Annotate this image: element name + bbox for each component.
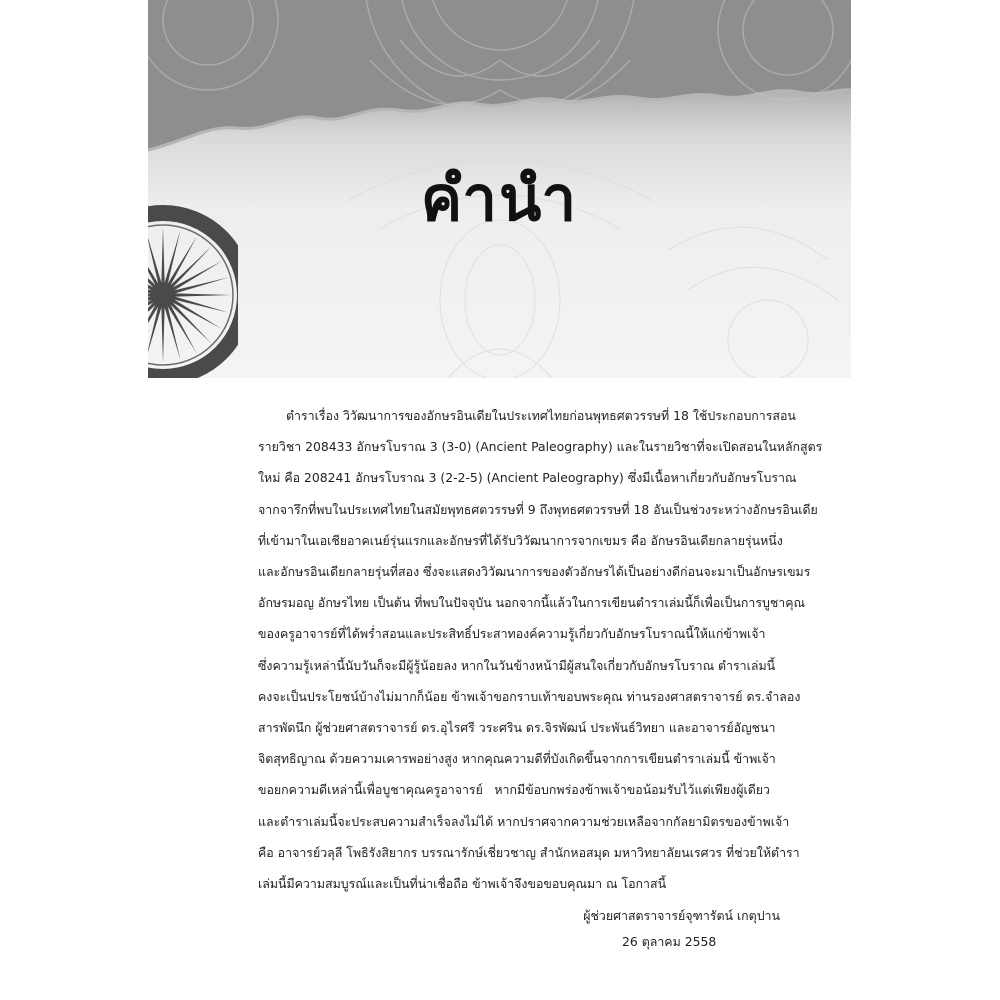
paragraph-line: อักษรมอญ อักษรไทย เป็นต้น ที่พบในปัจจุบัน นอกจากนี้แล้วในการเขียนตำราเล่มนี้ก็เพื่อเป็นการบูชาคุณ <box>258 595 805 611</box>
paragraph-line: คงจะเป็นประโยชน์บ้างไม่มากก็น้อย ข้าพเจ้าขอกราบเท้าขอบพระคุณ ท่านรองศาสตราจารย์ ดร.จำลอง <box>258 688 801 704</box>
page-title: คำนำ <box>420 162 579 235</box>
paragraph-line: ตำราเรื่อง วิวัฒนาการของอักษรอินเดียในประเทศไทยก่อนพุทธศตวรรษที่ 18 ใช้ประกอบการสอน <box>286 408 796 423</box>
paragraph-line: จิตสุทธิญาณ ด้วยความเคารพอย่างสูง หากคุณความดีที่บังเกิดขึ้นจากการเขียนตำราเล่มนี้ ข้าพเจ้า <box>258 751 776 767</box>
author-name: ผู้ช่วยศาสตราจารย์จุฑารัตน์ เกตุปาน <box>583 908 780 923</box>
paragraph-line: ใหม่ คือ 208241 อักษรโบราณ 3 (2-2-5) (Ancient Paleography) ซึ่งมีเนื้อหาเกี่ยวกับอักษรโบราณ <box>258 470 797 486</box>
signature-date: 26 ตุลาคม 2558 <box>622 934 717 949</box>
paragraph-line: ซึ่งความรู้เหล่านี้นับวันก็จะมีผู้รู้น้อยลง หากในวันข้างหน้ามีผู้สนใจเกี่ยวกับอักษรโบราณ ตำราเล่มนี้ <box>258 657 776 673</box>
foreword-paragraph <box>258 400 823 899</box>
paragraph-line: ขอยกความดีเหล่านี้เพื่อบูชาคุณครูอาจารย์ หากมีข้อบกพร่องข้าพเจ้าขอน้อมรับไว้แต่เพียงผู้เดียว <box>258 782 770 798</box>
header-banner <box>148 0 851 378</box>
signature-block <box>540 903 780 955</box>
paragraph-line: รายวิชา 208433 อักษรโบราณ 3 (3-0) (Ancient Paleography) และในรายวิชาที่จะเปิดสอนในหลักสูตร <box>258 439 823 455</box>
paragraph-line: และอักษรอินเดียกลายรุ่นที่สอง ซึ่งจะแสดงวิวัฒนาการของตัวอักษรได้เป็นอย่างดีก่อนจะมาเป็นอักษรเขมร <box>258 564 811 580</box>
paragraph-line: ที่เข้ามาในเอเชียอาคเนย์รุ่นแรกและอักษรที่ได้รับวิวัฒนาการจากเขมร คือ อักษรอินเดียกลายรุ่นหนึ่ง <box>258 532 783 548</box>
paragraph-line: เล่มนี้มีความสมบูรณ์และเป็นที่น่าเชื่อถือ ข้าพเจ้าจึงขอขอบคุณมา ณ โอกาสนี้ <box>258 876 667 892</box>
paragraph-line: คือ อาจารย์วลุลี โพธิรังสิยากร บรรณารักษ์เชี่ยวชาญ สำนักหอสมุด มหาวิทยาลัยนเรศวร ที่ช่วยให้ตำรา <box>258 844 800 860</box>
paragraph-line: จากจารึกที่พบในประเทศไทยในสมัยพุทธศตวรรษที่ 9 ถึงพุทธศตวรรษที่ 18 อันเป็นช่วงระหว่างอักษรอินเดีย <box>258 501 818 517</box>
paragraph-line: สารพัดนึก ผู้ช่วยศาสตราจารย์ ดร.อุไรศรี วระศริน ดร.จิรพัฒน์ ประพันธ์วิทยา และอาจารย์อัญชนา <box>258 720 776 736</box>
paragraph-line: และตำราเล่มนี้จะประสบความสำเร็จลงไม่ได้ หากปราศจากความช่วยเหลือจากกัลยามิตรของข้าพเจ้า <box>258 813 790 829</box>
paragraph-line: ของครูอาจารย์ที่ได้พร่ำสอนและประสิทธิ์ประสาทองค์ความรู้เกี่ยวกับอักษรโบราณนี้ให้แก่ข้าพเจ้า <box>258 626 766 642</box>
